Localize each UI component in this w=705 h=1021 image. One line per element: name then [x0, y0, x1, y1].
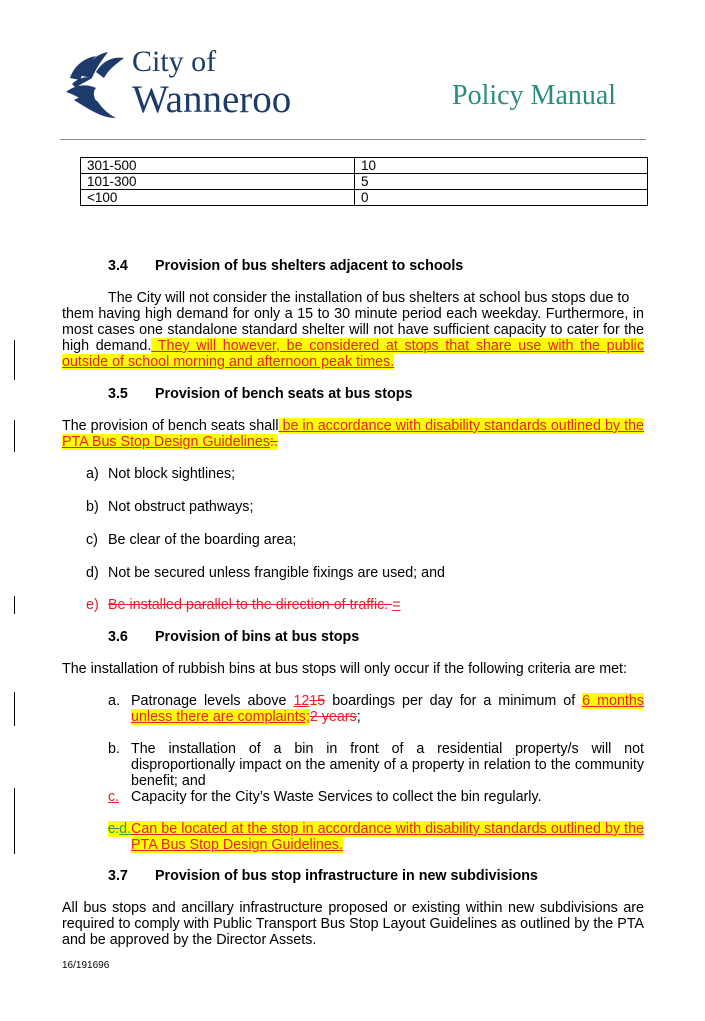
table-cell: 5: [355, 174, 648, 190]
list-text: [131, 693, 644, 725]
document-reference: 16/191696: [62, 960, 110, 971]
section-number: 3.4: [108, 258, 128, 274]
section-3-4-paragraph: [62, 290, 644, 370]
section-title: Provision of bus stop infrastructure in new subdivisions: [155, 868, 538, 884]
section-title: Provision of bus shelters adjacent to schools: [155, 258, 464, 274]
logo-line2: Wanneroo: [132, 78, 292, 121]
list-text: The installation of a bin in front of a residential property/s will not disproportionally impact on the amenity of a property in relation to the community benefit; and: [131, 741, 644, 789]
logo-line1: City of: [132, 45, 217, 78]
list-label: c.: [108, 789, 120, 805]
section-number: 3.6: [108, 629, 128, 645]
section-3-7-paragraph: All bus stops and ancillary infrastructure proposed or existing within new subdivisions are required to comply with Public Transport Bus Stop Layout Guidelines as outlined by the PTA and be approved by the Director Assets.: [62, 900, 644, 948]
city-logo: [62, 45, 322, 125]
paragraph-text: The provision of bench seats shall: [62, 418, 279, 434]
list-text: Be clear of the boarding area;: [108, 532, 297, 548]
change-bar: [14, 692, 15, 726]
list-text: Not block sightlines;: [108, 466, 236, 482]
header-divider: [60, 139, 646, 140]
section-3-7-heading: [108, 868, 538, 884]
inserted-text: 6 months: [582, 693, 644, 709]
inserted-text: s: [262, 434, 270, 450]
deleted-text: 2 years: [309, 709, 357, 725]
inserted-text: be in accordance with disability standards outlined by the PTA Bus Stop Design Guideline: [62, 418, 644, 450]
section-number: 3.5: [108, 386, 128, 402]
inserted-text: They will however, be considered at stops that share use with the public outside of school morning and afternoon peak times.: [62, 338, 645, 370]
list-label: a.: [108, 693, 120, 709]
section-title: Provision of bins at bus stops: [155, 629, 360, 645]
list-item: [86, 499, 254, 515]
deleted-text: 15: [309, 693, 326, 709]
text: boardings per day for a minimum of: [325, 693, 583, 709]
list-item: [108, 693, 644, 725]
table-cell: <100: [81, 190, 355, 206]
logo-flower-icon: [62, 48, 137, 123]
list-label: c): [86, 532, 98, 548]
inserted-text: unless there are complaints;: [131, 709, 310, 725]
list-label: e): [86, 597, 99, 613]
table-row: [81, 174, 648, 190]
table-cell: 10: [355, 158, 648, 174]
list-label: a): [86, 466, 99, 482]
section-number: 3.7: [108, 868, 128, 884]
list-text: [131, 821, 644, 853]
list-item: [86, 597, 401, 613]
list-item: [108, 789, 644, 805]
list-item: [86, 565, 445, 581]
list-item: [108, 741, 644, 789]
section-3-6-intro: The installation of rubbish bins at bus stops will only occur if the following criteria are met:: [62, 661, 627, 677]
change-bar: [14, 340, 15, 380]
section-3-5-heading: [108, 386, 413, 402]
table-row: [81, 190, 648, 206]
deleted-text: :.: [269, 434, 278, 450]
paragraph-text: them having high demand for only a 15 to 30 minute period each weekday. Furthermore, in most cases one standalone standard shelter will not have sufficient capacity to cater for the high demand.: [62, 306, 644, 354]
list-item: [86, 466, 236, 482]
manual-title: Policy Manual: [452, 80, 617, 111]
deleted-text: Be installed parallel to the direction of traffic.: [108, 597, 393, 613]
inserted-text: =: [392, 597, 401, 613]
list-item: [108, 821, 644, 853]
list-text: Not obstruct pathways;: [108, 499, 254, 515]
change-bar: [14, 596, 15, 614]
section-3-4-heading: [108, 258, 464, 274]
list-label: b): [86, 499, 99, 515]
patronage-table: [80, 157, 648, 206]
section-title: Provision of bench seats at bus stops: [155, 386, 413, 402]
section-3-5-paragraph: [62, 418, 644, 450]
deleted-text: c.: [108, 821, 120, 837]
list-label: [108, 821, 131, 837]
change-bar: [14, 788, 15, 854]
list-text: Capacity for the City’s Waste Services to collect the bin regularly.: [131, 789, 542, 805]
list-text: [108, 597, 401, 613]
inserted-text: Can be located at the stop in accordance with disability standards outlined by the PTA Bus Stop Design Guidelines.: [131, 821, 644, 853]
table-row: [81, 158, 648, 174]
inserted-text: 12: [293, 693, 310, 709]
text: ;: [356, 709, 361, 725]
list-item: [86, 532, 297, 548]
list-text: Not be secured unless frangible fixings are used; and: [108, 565, 445, 581]
list-label: d): [86, 565, 99, 581]
text: Patronage levels above: [131, 693, 294, 709]
change-bar: [14, 420, 15, 452]
list-label: b.: [108, 741, 120, 757]
table-cell: 101-300: [81, 174, 355, 190]
table-cell: 0: [355, 190, 648, 206]
section-3-6-heading: [108, 629, 360, 645]
inserted-text: d.: [119, 821, 132, 837]
paragraph-first-line: The City will not consider the installation of bus shelters at school bus stops due to: [108, 290, 630, 306]
table-cell: 301-500: [81, 158, 355, 174]
